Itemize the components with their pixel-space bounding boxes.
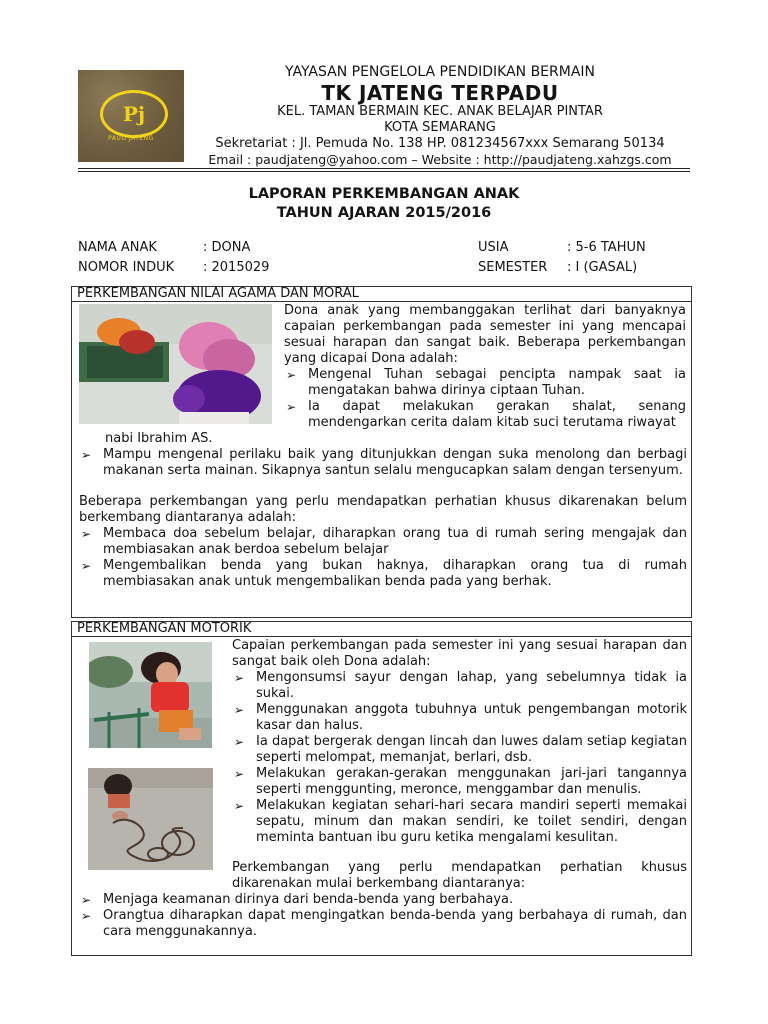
religion-bullets-full [79, 447, 687, 479]
motor-attention-list [79, 892, 687, 940]
logo-subtext: PAUD JATENG [108, 135, 154, 142]
bullet-arrow-icon: ➢ [234, 799, 245, 813]
religion-bullets-right [284, 367, 686, 431]
name-label: NAMA ANAK [78, 240, 157, 255]
logo-emblem: Pj [100, 90, 168, 138]
school-city: KOTA SEMARANG [384, 120, 496, 135]
bullet-arrow-icon: ➢ [234, 767, 245, 781]
list-item: ➢ Mampu mengenal perilaku baik yang ditunjukkan dengan suka menolong dan berbagi makanan serta mainan. Sikapnya santun selalu mengucapkan salam dengan tersenyum. [81, 447, 687, 478]
list-item: ➢ Menjaga keamanan dirinya dari benda-benda yang berbahaya. [81, 892, 514, 907]
list-item: ➢ Mengenal Tuhan sebagai pencipta nampak saat ia mengatakan bahwa dirinya ciptaan Tuhan. [286, 367, 686, 398]
report-year: TAHUN AJARAN 2015/2016 [276, 205, 492, 221]
motor-intro: Capaian perkembangan pada semester ini yang sesuai harapan dan sangat baik oleh Dona adalah: [232, 638, 687, 669]
list-item: ➢ Mengembalikan benda yang bukan haknya, diharapkan orang tua di rumah membiasakan anak untuk mengembalikan benda pada yang berhak. [81, 558, 687, 589]
motor-heading: PERKEMBANGAN MOTORIK [77, 621, 252, 636]
list-item: ➢ Melakukan kegiatan sehari-hari secara mandiri seperti memakai sepatu, minum dan makan sendiri, ke toilet sendiri, dengan meminta bantuan ibu guru ketika mengalami kesulitan. [234, 798, 687, 845]
list-item: ➢ Orangtua diharapkan dapat mengingatkan benda-benda yang berbahaya di rumah, dan cara menggunakannya. [81, 908, 687, 939]
religion-bullet-continuation: nabi Ibrahim AS. [105, 431, 213, 446]
bullet-arrow-icon: ➢ [234, 735, 245, 749]
religion-attention-list [79, 526, 687, 590]
id-label: NOMOR INDUK [78, 260, 175, 275]
list-item: ➢ Ia dapat melakukan gerakan shalat, senang mendengarkan cerita dalam kitab suci terutama riwayat [286, 399, 686, 430]
semester-value: : I (GASAL) [567, 260, 638, 275]
religion-intro: Dona anak yang membanggakan terlihat dari banyaknya capaian perkembangan pada semester ini yang mencapai sesuai harapan dan sangat baik. Beberapa perkembangan yang dicapai Dona adalah: [284, 303, 686, 366]
semester-label: SEMESTER [478, 260, 548, 275]
list-item: ➢ Membaca doa sebelum belajar, diharapkan orang tua di rumah sering mengajak dan membiasakan anak berdoa sebelum belajar [81, 526, 687, 557]
drawing-image [88, 768, 213, 870]
photo-praying [79, 304, 272, 424]
bullet-arrow-icon: ➢ [81, 893, 92, 907]
bullet-arrow-icon: ➢ [286, 368, 297, 382]
foundation-name: YAYASAN PENGELOLA PENDIDIKAN BERMAIN [284, 64, 596, 80]
bullet-arrow-icon: ➢ [81, 559, 92, 573]
age-value: : 5-6 TAHUN [567, 240, 646, 255]
id-value: : 2015029 [203, 260, 270, 275]
photo-drawing [88, 768, 213, 870]
school-contact: Email : paudjateng@yahoo.com – Website : http://paudjateng.xahzgs.com [208, 152, 672, 167]
religion-heading-rule [71, 301, 691, 302]
climbing-image [89, 642, 212, 748]
name-value: : DONA [203, 240, 251, 255]
bullet-arrow-icon: ➢ [81, 448, 92, 462]
school-name: TK JATENG TERPADU [321, 81, 559, 105]
bullet-arrow-icon: ➢ [234, 671, 245, 685]
bullet-arrow-icon: ➢ [286, 400, 297, 414]
age-label: USIA [478, 240, 509, 255]
motor-attention-intro: Perkembangan yang perlu mendapatkan perhatian khusus dikarenakan mulai berkembang diantaranya: [232, 860, 687, 891]
photo-climbing [89, 642, 212, 748]
header-divider [78, 168, 690, 169]
religion-attention-intro: Beberapa perkembangan yang perlu mendapatkan perhatian khusus dikarenakan belum berkembang diantaranya adalah: [79, 494, 687, 525]
header-divider-thin [78, 171, 690, 172]
motor-achievement-list [232, 670, 687, 846]
list-item: ➢ Ia dapat bergerak dengan lincah dan luwes dalam setiap kegiatan seperti melompat, memanjat, berlari, dsb. [234, 734, 687, 765]
list-item: ➢ Menggunakan anggota tubuhnya untuk pengembangan motorik kasar dan halus. [234, 702, 687, 733]
school-logo [78, 70, 184, 162]
report-title: LAPORAN PERKEMBANGAN ANAK [248, 186, 520, 202]
bullet-arrow-icon: ➢ [81, 527, 92, 541]
religion-heading: PERKEMBANGAN NILAI AGAMA DAN MORAL [77, 286, 359, 301]
bullet-arrow-icon: ➢ [81, 909, 92, 923]
school-address-kelurahan: KEL. TAMAN BERMAIN KEC. ANAK BELAJAR PINTAR [277, 104, 603, 119]
praying-image [79, 304, 272, 424]
bullet-arrow-icon: ➢ [234, 703, 245, 717]
motor-heading-rule [71, 636, 691, 637]
school-secretariat: Sekretariat : Jl. Pemuda No. 138 HP. 081234567xxx Semarang 50134 [215, 136, 665, 151]
list-item: ➢ Melakukan gerakan-gerakan menggunakan jari-jari tangannya seperti menggunting, meronce, menggambar dan menulis. [234, 766, 687, 797]
list-item: ➢ Mengonsumsi sayur dengan lahap, yang sebelumnya tidak ia sukai. [234, 670, 687, 701]
